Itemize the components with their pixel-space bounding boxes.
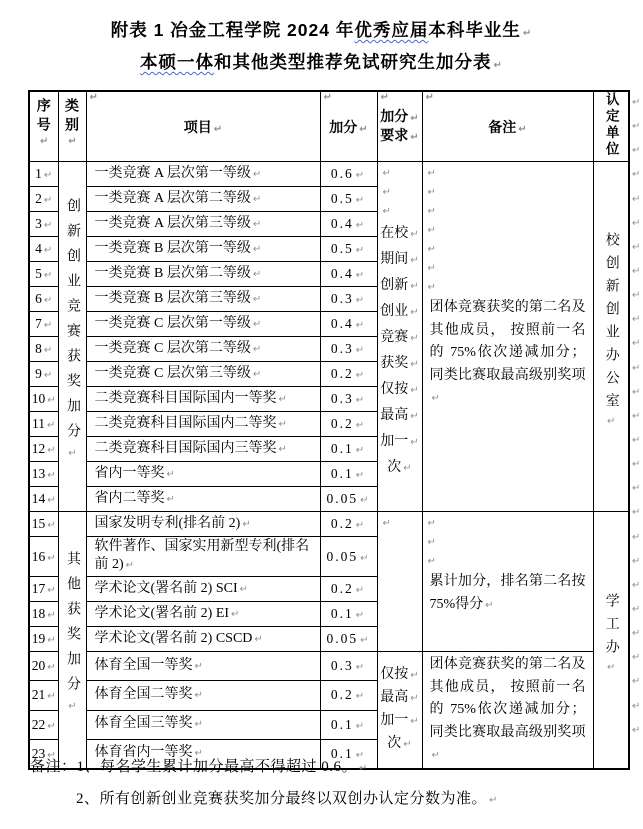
remark-cell: ↵ ↵ ↵ 累计加分，排名第二名按75%得分 ↵ xyxy=(422,512,593,652)
score-cell: 0.1 ↵ xyxy=(320,710,377,739)
row-number-cell: 14 ↵ xyxy=(29,487,58,512)
requirement-cell: 仅按 ↵ 最高 ↵ 加一 ↵ 次 ↵ xyxy=(377,652,422,769)
score-cell: 0.1 ↵ xyxy=(320,437,377,462)
remark-cell: 团体竞赛获奖的第二名及其他成员， 按照前一名的 75%依次递减加分； 同类比赛取最高级别奖项 ↵ xyxy=(422,652,593,769)
score-cell: 0.5 ↵ xyxy=(320,187,377,212)
item-cell: 一类竞赛 A 层次第一等级 ↵ xyxy=(86,162,320,187)
score-cell: 0.2 ↵ xyxy=(320,512,377,537)
item-cell: 二类竞赛科目国际国内一等奖 ↵ xyxy=(86,387,320,412)
score-cell: 0.3 ↵ xyxy=(320,387,377,412)
header-item: ↵ 项目 ↵ xyxy=(86,91,320,162)
header-certifying-unit: 认定单位 xyxy=(593,91,629,162)
item-cell: 一类竞赛 A 层次第二等级 ↵ xyxy=(86,187,320,212)
header-category: 类别 ↵ xyxy=(58,91,86,162)
row-number-cell: 10 ↵ xyxy=(29,387,58,412)
row-number-cell: 23 ↵ xyxy=(29,739,58,768)
score-cell: 0.05 ↵ xyxy=(320,537,377,577)
header-serial-number: 序号 ↵ xyxy=(29,91,58,162)
score-cell: 0.2 ↵ xyxy=(320,412,377,437)
item-cell: 体育全国二等奖 ↵ xyxy=(86,681,320,710)
certifying-unit-cell: 校创新创业办公室 ↵ xyxy=(593,162,629,512)
score-cell: 0.4 ↵ xyxy=(320,312,377,337)
item-cell: 一类竞赛 B 层次第二等级 ↵ xyxy=(86,262,320,287)
item-cell: 体育全国三等奖 ↵ xyxy=(86,710,320,739)
score-cell: 0.2 ↵ xyxy=(320,362,377,387)
item-cell: 学术论文(署名前 2) EI ↵ xyxy=(86,602,320,627)
row-number-cell: 22 ↵ xyxy=(29,710,58,739)
empty-paragraph-marks xyxy=(378,162,422,221)
row-number-cell: 19 ↵ xyxy=(29,627,58,652)
category-cell: 其他获奖加分 ↵ xyxy=(58,512,86,769)
spellcheck-wavy-underline: 本硕一体 xyxy=(140,52,215,72)
header-remark: ↵ 备注 ↵ xyxy=(422,91,593,162)
score-cell: 0.3 ↵ xyxy=(320,287,377,312)
empty-paragraph-marks xyxy=(378,512,422,533)
item-cell: 一类竞赛 B 层次第一等级 ↵ xyxy=(86,237,320,262)
row-number-cell: 9 ↵ xyxy=(29,362,58,387)
row-number-cell: 21 ↵ xyxy=(29,681,58,710)
row-number-cell: 15 ↵ xyxy=(29,512,58,537)
item-cell: 学术论文(署名前 2) SCI ↵ xyxy=(86,577,320,602)
header-score-requirement: ↵ 加分 ↵ 要求 ↵ xyxy=(377,91,422,162)
row-number-cell: 4 ↵ xyxy=(29,237,58,262)
row-number-cell: 2 ↵ xyxy=(29,187,58,212)
item-cell: 体育省内一等奖 ↵ xyxy=(86,739,320,768)
row-number-cell: 12 ↵ xyxy=(29,437,58,462)
item-cell: 二类竞赛科目国际国内二等奖 ↵ xyxy=(86,412,320,437)
item-cell: 二类竞赛科目国际国内三等奖 ↵ xyxy=(86,437,320,462)
score-cell: 0.2 ↵ xyxy=(320,577,377,602)
row-number-cell: 20 ↵ xyxy=(29,652,58,681)
table-row xyxy=(29,162,629,187)
score-cell: 0.5 ↵ xyxy=(320,237,377,262)
item-cell: 一类竞赛 C 层次第三等级 ↵ xyxy=(86,362,320,387)
category-cell: 创新创业竞赛获奖加分 ↵ xyxy=(58,162,86,512)
item-cell: 一类竞赛 A 层次第三等级 ↵ xyxy=(86,212,320,237)
row-number-cell: 6 ↵ xyxy=(29,287,58,312)
note-line-2: 2、所有创新创业竞赛获奖加分最终以双创办认定分数为准。 ↵ xyxy=(76,784,498,816)
score-cell: 0.05 ↵ xyxy=(320,627,377,652)
table-header-row xyxy=(29,91,629,162)
remark-cell: ↵ ↵ ↵ ↵ ↵ ↵ ↵ 团体竞赛获奖的第二名及其他成员， 按照前一名的 75%依次递减加分； 同类比赛取最高级别奖项 ↵ xyxy=(422,162,593,512)
requirement-cell: ↵ ↵ ↵ 在校 ↵ 期间 ↵ 创新 ↵ 创业 ↵ 竞赛 ↵ 获奖 ↵ 仅按 ↵ 最高 ↵ 加一 ↵ 次 ↵ xyxy=(377,162,422,512)
row-number-cell: 1 ↵ xyxy=(29,162,58,187)
page-title xyxy=(0,16,643,80)
score-cell: 0.4 ↵ xyxy=(320,262,377,287)
item-cell: 国家发明专利(排名前 2) ↵ xyxy=(86,512,320,537)
score-cell: 0.1 ↵ xyxy=(320,739,377,768)
row-number-cell: 8 ↵ xyxy=(29,337,58,362)
bonus-points-table xyxy=(28,90,630,770)
spellcheck-wavy-underline: 优秀应届 xyxy=(354,20,429,40)
empty-paragraph-marks xyxy=(423,512,593,571)
note-line-1: 备注：1、每名学生累计加分最高不得超过 0.6。 ↵ xyxy=(30,752,498,784)
score-cell: 0.4 ↵ xyxy=(320,212,377,237)
empty-paragraph-marks xyxy=(423,162,593,297)
footnotes xyxy=(30,752,498,816)
table-row xyxy=(29,512,629,537)
row-number-cell: 5 ↵ xyxy=(29,262,58,287)
requirement-cell-empty xyxy=(377,512,422,652)
item-cell: 学术论文(署名前 2) CSCD ↵ xyxy=(86,627,320,652)
score-cell: 0.3 ↵ xyxy=(320,337,377,362)
table-row xyxy=(29,652,629,681)
row-number-cell: 3 ↵ xyxy=(29,212,58,237)
item-cell: 省内一等奖 ↵ xyxy=(86,462,320,487)
score-cell: 0.1 ↵ xyxy=(320,602,377,627)
row-number-cell: 18 ↵ xyxy=(29,602,58,627)
score-cell: 0.2 ↵ xyxy=(320,681,377,710)
certifying-unit-cell: 学工办 ↵ xyxy=(593,512,629,769)
item-cell: 省内二等奖 ↵ xyxy=(86,487,320,512)
item-cell: 体育全国一等奖 ↵ xyxy=(86,652,320,681)
row-number-cell: 16 ↵ xyxy=(29,537,58,577)
score-cell: 0.05 ↵ xyxy=(320,487,377,512)
row-number-cell: 11 ↵ xyxy=(29,412,58,437)
page-title-line2: 本硕一体和其他类型推荐免试研究生加分表 ↵ xyxy=(0,48,643,80)
score-cell: 0.3 ↵ xyxy=(320,652,377,681)
item-cell: 一类竞赛 C 层次第二等级 ↵ xyxy=(86,337,320,362)
score-cell: 0.1 ↵ xyxy=(320,462,377,487)
item-cell: 一类竞赛 C 层次第一等级 ↵ xyxy=(86,312,320,337)
item-cell: 软件著作、国家实用新型专利(排名前 2) ↵ xyxy=(86,537,320,577)
page-title-line1: 附表 1 冶金工程学院 2024 年优秀应届本科毕业生 ↵ xyxy=(0,16,643,48)
row-number-cell: 13 ↵ xyxy=(29,462,58,487)
row-number-cell: 17 ↵ xyxy=(29,577,58,602)
row-number-cell: 7 ↵ xyxy=(29,312,58,337)
header-score: ↵ 加分 ↵ xyxy=(320,91,377,162)
paragraph-marks-column xyxy=(632,92,640,738)
item-cell: 一类竞赛 B 层次第三等级 ↵ xyxy=(86,287,320,312)
score-cell: 0.6 ↵ xyxy=(320,162,377,187)
